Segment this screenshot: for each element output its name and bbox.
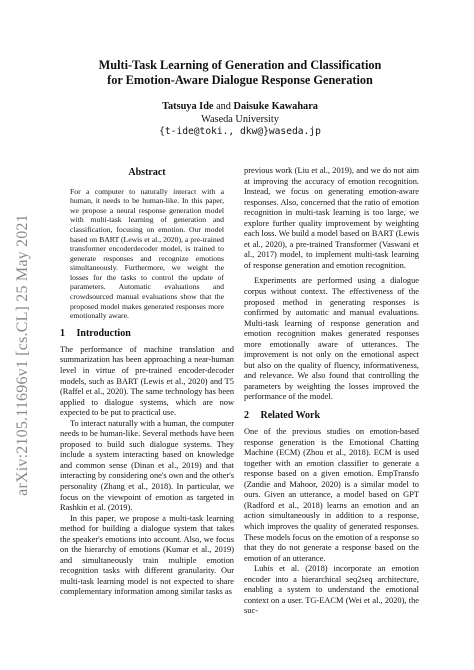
email: {t-ide@toki., dkw@}waseda.jp [159,126,321,137]
section-number: 2 [244,410,249,422]
section-number: 1 [60,327,65,339]
paragraph: One of the previous studies on emotion-based response generation is the Emotional Chatting Machine (ECM) (Zhou et al., 2018). ECM is used together with an emotion classifier to generate a response based on a given emotion. EmpTransfo (Zandie and Mahoor, 2020) is a similar model to ours. Given an utterance, a model based on GPT (Radford et al., 2018) learns an emotion and an action simultaneously in addition to a response, which improves the quality of generated responses. These models focus on the emotion of a response so that they do not generate a response based on the emotion of an utterance. [244,427,419,563]
paragraph: In this paper, we propose a multi-task learning method for building a dialogue system that takes the speaker's emotions into account. Also, we focus on the hierarchy of emotions (Kumar et al., 2019) and simultaneously train multiple emotion recognition tasks with different granularity. Our multi-task learning model is not expected to share complementary information among similar tasks as [60,513,234,597]
abstract-text: For a computer to naturally interact with a human, it needs to be human-like. In this paper, we propose a neural response generation model with multi-task learning of generation and classification, focusing on emotion. Our model based on BART (Lewis et al., 2020), a pre-trained transformer encoderdecoder model, is trained to generate responses and recognize emotions simultaneously. Furthermore, we weight the losses for the tasks to control the update of parameters. Automatic evaluations and crowdsourced manual evaluations show that the proposed model makes generated responses more emotionally aware. [70,186,224,321]
paper-title [60,58,420,88]
arxiv-stamp [9,190,37,520]
affiliation: Waseda University [201,113,279,125]
section-heading-introduction [60,328,234,340]
left-column [60,168,234,598]
arxiv-stamp-text: arXiv:2105.11696v1 [cs.CL] 25 May 2021 [14,214,32,496]
paragraph: previous work (Liu et al., 2019), and we do not aim at improving the accuracy of emotion recognition. Instead, we focus on generating emotion-aware responses. Also, concerned that the ratio of emotion recognition in multi-task learning is too large, we explore further quality improvement by weighting each loss. We build a model based on BART (Lewis et al., 2020), a pre-trained Transformer (Vaswani et al., 2017) model, to implement multi-task learning of response generation and emotion recognition. [244,166,419,270]
author-name: Tatsuya Ide [162,101,214,112]
author-names [60,101,420,114]
author-block [60,101,420,139]
paragraph: The performance of machine translation and summarization has been approaching a near-human level in virtue of pre-trained encoder-decoder models, such as BART (Lewis et al., 2020) and T5 (Raffel et al., 2020). The same technology has been applied to dialogue systems, which are now expected to be put to practical use. [60,344,234,418]
author-conjunction: and [216,101,231,112]
paragraph: Experiments are performed using a dialogue corpus without context. The effectiveness of the proposed method in generating responses is confirmed by automatic and manual evaluations. Multi-task learning of response generation and emotion recognition makes generated responses more emotionally aware of utterances. The improvement is not only on the emotional aspect but also on the quality of fluency, informativeness, and relevance. We also found that controlling the parameters by weighting the losses improved the performance of the model. [244,276,419,402]
author-name: Daisuke Kawahara [233,101,318,112]
section-title: Related Work [260,410,321,422]
section-title: Introduction [76,327,131,339]
paragraph: Lubis et al. (2018) incorporate an emotion encoder into a hierarchical seq2seq architecture, enabling a system to understand the emotional context on a user. TG-EACM (Wei et al., 2020), the suc- [244,564,419,616]
abstract-heading: Abstract [128,167,166,178]
section-heading-related-work [244,410,419,422]
title-line: for Emotion-Aware Dialogue Response Generation [107,73,373,87]
right-column [244,166,419,617]
paragraph: To interact naturally with a human, the computer needs to be human-like. Several methods have been proposed to build such dialogue systems. They include a system interacting based on knowledge and common sense (Dinan et al., 2019) and that interacting by considering one's own and the other's personality (Zhang et al., 2018). In particular, we focus on the viewpoint of emotion as targeted in Rashkin et al. (2019). [60,418,234,513]
title-line: Multi-Task Learning of Generation and Classification [98,58,382,72]
